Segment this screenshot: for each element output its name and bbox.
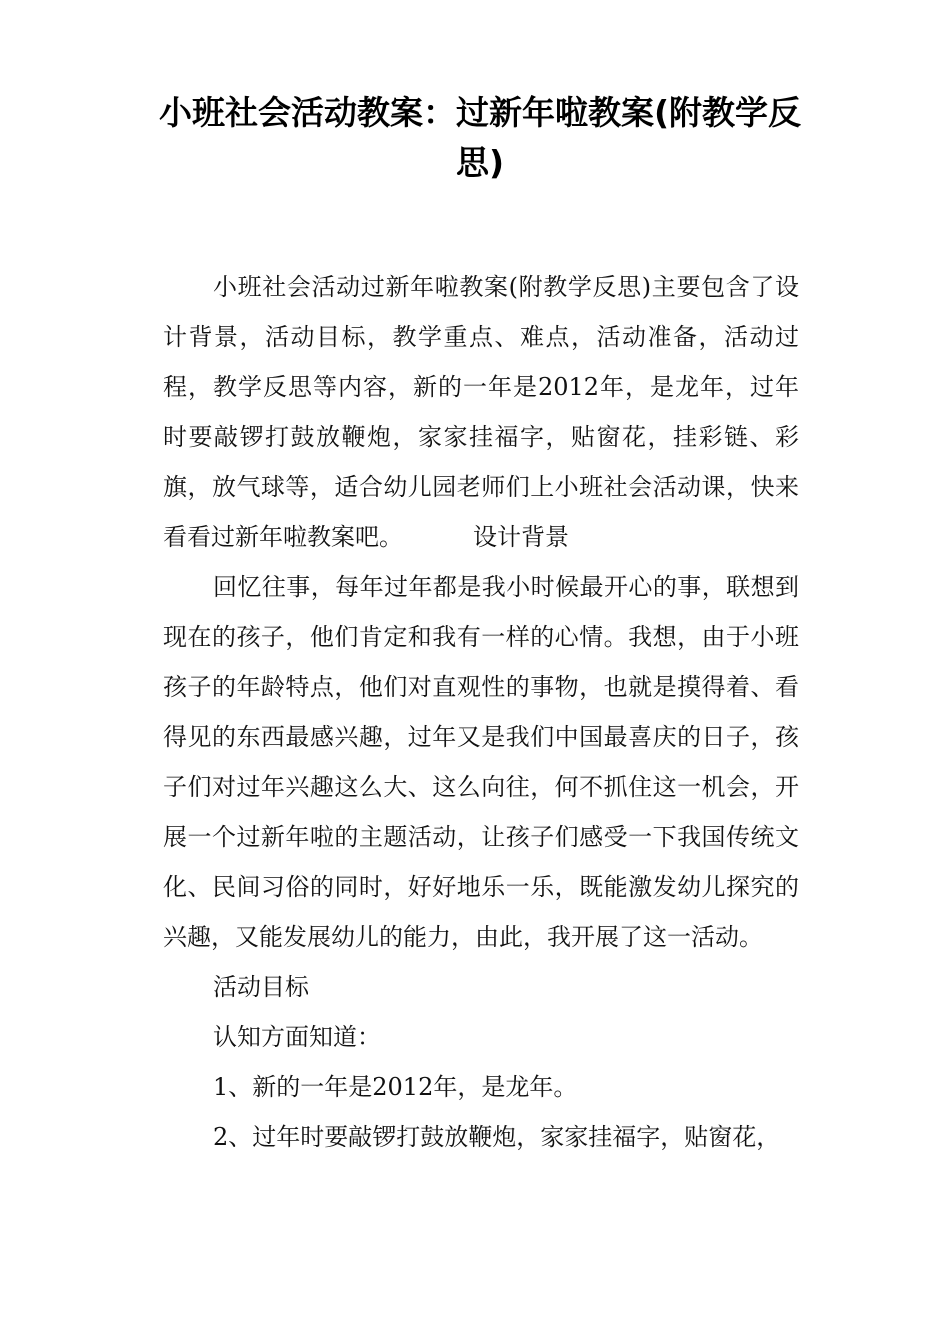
section-heading-activity-goals: 活动目标 [213, 973, 309, 1001]
section-heading-design-background: 设计背景 [473, 523, 569, 551]
intro-text: 小班社会活动过新年啦教案(附教学反思)主要包含了设计背景，活动目标，教学重点、难点，活动准备，活动过程，教学反思等内容，新的一年是2012年，是龙年，过年时要敲锣打鼓放鞭炮，家家挂福字，贴窗花，挂彩链、彩旗，放气球等，适合幼儿园老师们上小班社会活动课，快来看看过新年啦教案吧。 [163, 273, 799, 551]
goal-item-1: 1、新的一年是2012年，是龙年。 [213, 1073, 578, 1101]
goal-item-2: 2、过年时要敲锣打鼓放鞭炮，家家挂福字，贴窗花， [213, 1123, 781, 1151]
cognitive-goals-label: 认知方面知道： [213, 1023, 381, 1051]
intro-paragraph [163, 262, 799, 562]
document-title: 小班社会活动教案：过新年啦教案(附教学反思) [158, 93, 802, 182]
design-background-paragraph: 回忆往事，每年过年都是我小时候最开心的事，联想到现在的孩子，他们肯定和我有一样的心情。我想，由于小班孩子的年龄特点，他们对直观性的事物，也就是摸得着、看得见的东西最感兴趣，过年又是我们中国最喜庆的日子，孩子们对过年兴趣这么大、这么向往，何不抓住这一机会，开展一个过新年啦的主题活动，让孩子们感受一下我国传统文化、民间习俗的同时，好好地乐一乐，既能激发幼儿探究的兴趣，又能发展幼儿的能力，由此，我开展了这一活动。 [163, 573, 799, 951]
document-body [163, 262, 799, 1162]
